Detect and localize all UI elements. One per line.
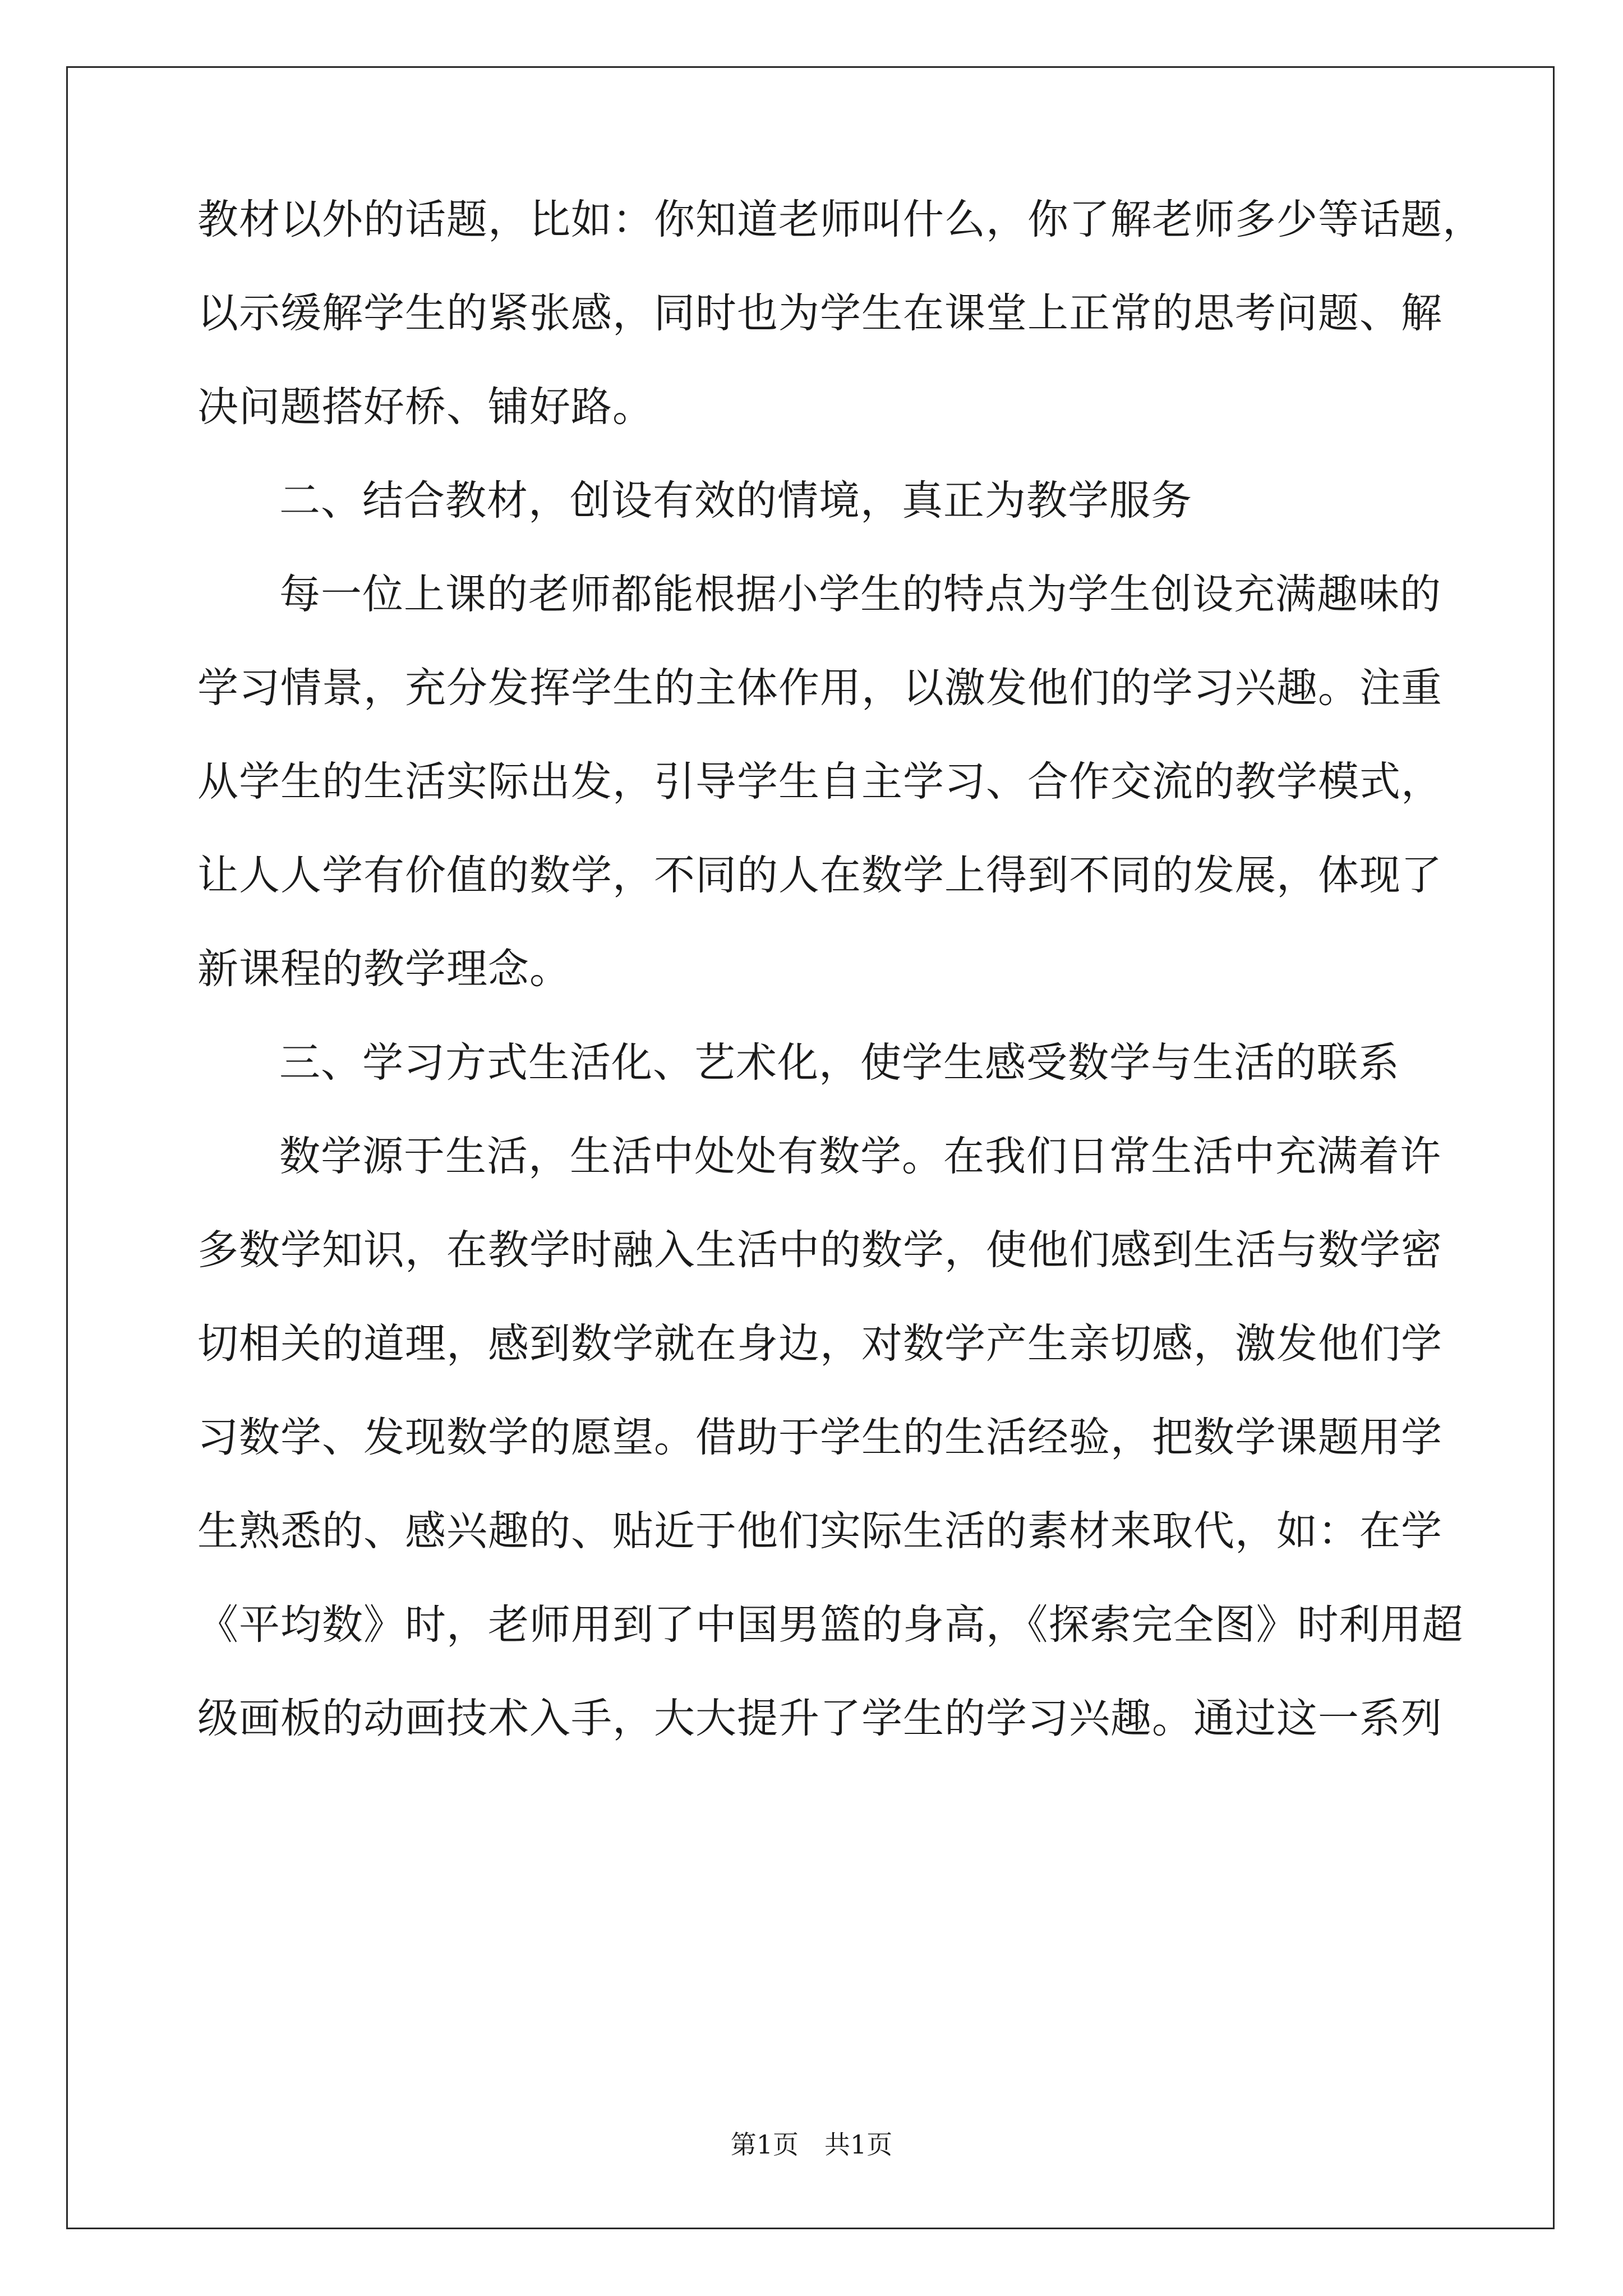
text-line: 决问题搭好桥、铺好路。: [197, 383, 654, 431]
text-line: 以示缓解学生的紧张感，同时也为学生在课堂上正常的思考问题、解: [197, 289, 1442, 337]
text-line: 教材以外的话题，比如：你知道老师叫什么，你了解老师多少等话题，: [197, 196, 1484, 243]
section-heading: 三、学习方式生活化、艺术化，使学生感受数学与生活的联系: [279, 1039, 1400, 1087]
section-heading: 二、结合教材，创设有效的情境，真正为教学服务: [279, 477, 1192, 524]
page-number: 第1页: [730, 2129, 799, 2160]
text-line: 让人人学有价值的数学，不同的人在数学上得到不同的发展，体现了: [197, 852, 1442, 899]
text-line: 从学生的生活实际出发，引导学生自主学习、合作交流的教学模式，: [197, 758, 1442, 806]
text-line: 级画板的动画技术入手，大大提升了学生的学习兴趣。通过这一系列: [197, 1695, 1442, 1742]
text-line: 生熟悉的、感兴趣的、贴近于他们实际生活的素材来取代，如：在学: [197, 1507, 1442, 1555]
text-line: 新课程的教学理念。: [197, 945, 571, 993]
page-footer: [0, 2129, 1623, 2160]
paragraph-start: 数学源于生活，生活中处处有数学。在我们日常生活中充满着许: [279, 1133, 1441, 1180]
page-total: 共1页: [824, 2129, 893, 2160]
text-line: 多数学知识，在教学时融入生活中的数学，使他们感到生活与数学密: [197, 1226, 1442, 1274]
text-line: 习数学、发现数学的愿望。借助于学生的生活经验，把数学课题用学: [197, 1414, 1442, 1461]
document-body: [197, 196, 1484, 1792]
text-line: 《平均数》时，老师用到了中国男篮的身高，《探索完全图》时利用超: [197, 1601, 1464, 1649]
text-line: 切相关的道理，感到数学就在身边，对数学产生亲切感，激发他们学: [197, 1320, 1442, 1368]
text-line: 学习情景，充分发挥学生的主体作用，以激发他们的学习兴趣。注重: [197, 664, 1442, 712]
paragraph-start: 每一位上课的老师都能根据小学生的特点为学生创设充满趣味的: [279, 570, 1441, 618]
